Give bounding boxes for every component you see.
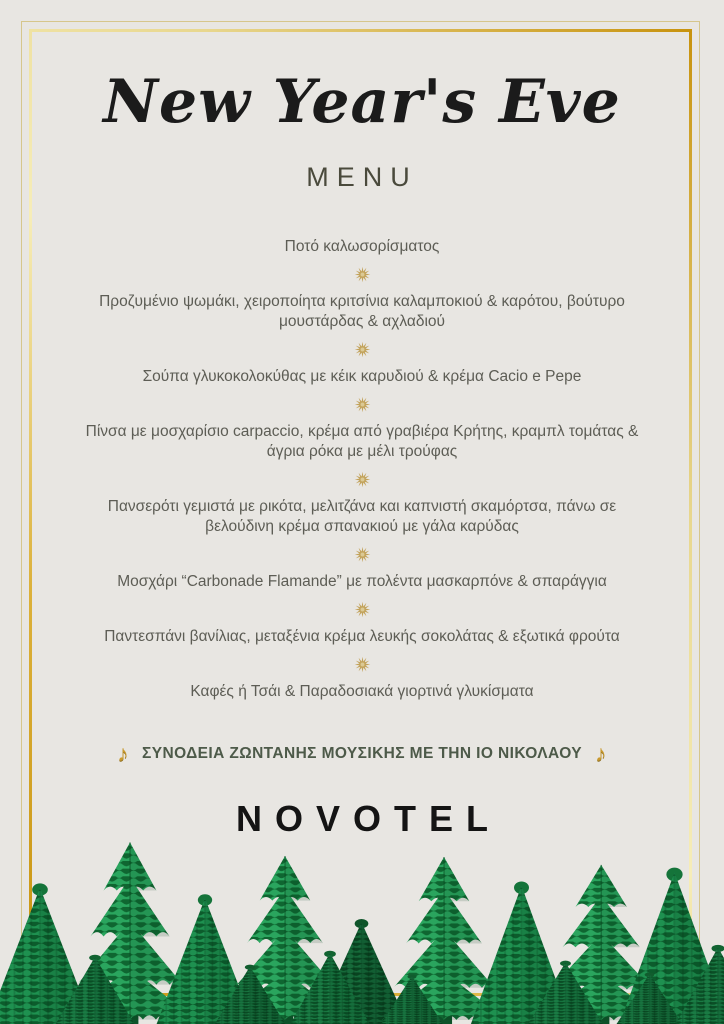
- sparkle-divider-icon: [354, 396, 371, 413]
- menu-item: Σούπα γλυκοκολοκύθας με κέικ καρυδιού & κρέμα Cacio e Pepe: [142, 368, 582, 385]
- sparkle-divider-icon: [354, 601, 371, 618]
- sparkle-divider-icon: [354, 341, 371, 358]
- sparkle-divider-icon: [354, 546, 371, 563]
- menu-item: Παντεσπάνι βανίλιας, μεταξένια κρέμα λευκής σοκολάτας & εξωτικά φρούτα: [104, 628, 620, 645]
- menu-item: Ποτό καλωσορίσματος: [284, 238, 440, 255]
- sparkle-divider-icon: [354, 656, 371, 673]
- menu-subtitle: MENU: [306, 162, 418, 192]
- novotel-logo: NOVOTEL: [235, 798, 501, 839]
- music-note-icon: ♪: [117, 740, 130, 766]
- live-music-text: ΣΥΝΟΔΕΙΑ ΖΩΝΤΑΝΗΣ ΜΟΥΣΙΚΗΣ ΜΕ ΤΗΝ ΙΟ ΝΙΚΟΛΑΟΥ: [142, 744, 582, 762]
- sparkle-divider-icon: [354, 471, 371, 488]
- christmas-trees-decoration: [0, 824, 724, 1024]
- page-title: New Year's Eve: [103, 67, 621, 137]
- menu-list: [60, 237, 664, 702]
- menu-item: Προζυμένιο ψωμάκι, χειροποίητα κριτσίνια καλαμποκιού & καρότου, βούτυρο μουστάρδας & αχλαδιού: [99, 293, 625, 330]
- menu-item: Πίνσα με μοσχαρίσιο carpaccio, κρέμα από γραβιέρα Κρήτης, κραμπλ τομάτας & άγρια ρόκα με μέλι τρούφας: [85, 423, 639, 460]
- menu-item: Μοσχάρι “Carbonade Flamande” με πολέντα μασκαρπόνε & σπαράγγια: [117, 573, 607, 590]
- live-music-banner: [0, 742, 724, 765]
- sparkle-divider-icon: [354, 266, 371, 283]
- menu-item: Πανσερότι γεμιστά με ρικότα, μελιτζάνα και καπνιστή σκαμόρτσα, πάνω σε βελούδινη κρέμα σπανακιού με γάλα καρύδας: [107, 498, 617, 535]
- menu-item: Καφές ή Τσάι & Παραδοσιακά γιορτινά γλυκίσματα: [190, 683, 534, 700]
- music-note-icon: ♪: [594, 740, 607, 766]
